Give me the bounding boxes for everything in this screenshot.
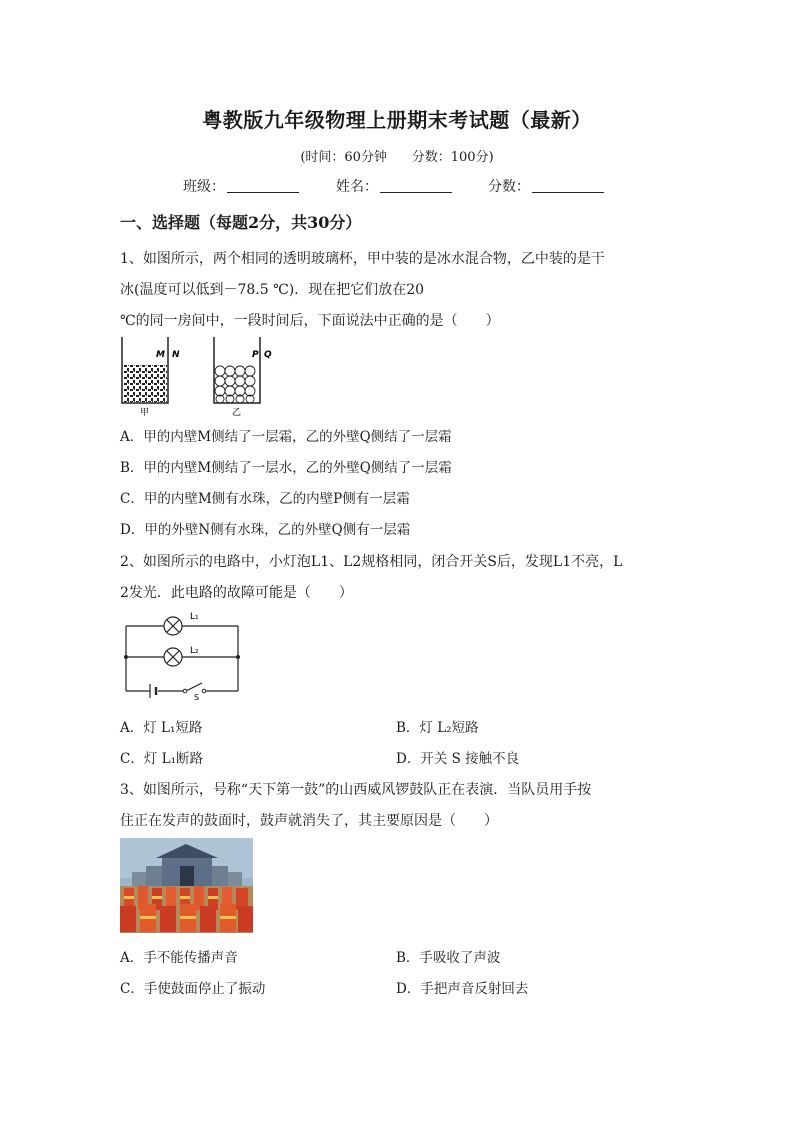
- q1-option-b[interactable]: B．甲的内壁M侧结了一层水，乙的外壁Q侧结了一层霜: [120, 460, 452, 476]
- q1-option-a[interactable]: A．甲的内壁M侧结了一层霜，乙的外壁Q侧结了一层霜: [120, 429, 452, 445]
- q2-text-line2: 2发光．此电路的故障可能是（ ）: [120, 585, 353, 601]
- class-field: [183, 176, 299, 196]
- q3-drum-performance-photo: [120, 838, 253, 933]
- label-yi: 乙: [232, 408, 242, 418]
- exam-meta: [0, 146, 794, 165]
- cup-jia: [122, 337, 180, 418]
- q1-figure-cups: [118, 335, 298, 420]
- q3-text-line2: 住正在发声的鼓面时，鼓声就消失了，其主要原因是（ ）: [120, 813, 498, 829]
- section-heading: 一、选择题（每题2分，共30分）: [120, 213, 362, 232]
- label-M: M: [156, 350, 165, 360]
- label-Q: Q: [264, 350, 272, 360]
- name-field: [336, 176, 452, 196]
- class-label: 班级：: [183, 179, 225, 195]
- label-L2: L₂: [190, 646, 199, 656]
- q3-option-b[interactable]: B．手吸收了声波: [396, 950, 501, 966]
- q3-option-c[interactable]: C．手使鼓面停止了振动: [120, 981, 266, 997]
- q3-text-line1: 3、如图所示，号称“天下第一鼓”的山西威风锣鼓队正在表演．当队员用手按: [120, 782, 592, 798]
- q2-text-line1: 2、如图所示的电路中，小灯泡L1、L2规格相同，闭合开关S后，发现L1不亮，L: [120, 554, 623, 570]
- q1-text-line2: 冰(温度可以低到－78.5 ℃)．现在把它们放在20: [120, 282, 425, 298]
- label-L1: L₁: [190, 612, 199, 622]
- q1-text-line1: 1、如图所示，两个相同的透明玻璃杯，甲中装的是冰水混合物，乙中装的是干: [120, 251, 605, 267]
- score-blank: [532, 178, 604, 193]
- q2-option-c[interactable]: C．灯 L₁断路: [120, 751, 203, 767]
- q1-text-line3: ℃的同一房间中，一段时间后，下面说法中正确的是（ ）: [120, 313, 500, 329]
- cup-yi: [214, 337, 272, 418]
- total-score: 分数：100分): [411, 150, 494, 165]
- label-S: S: [194, 693, 200, 700]
- q3-option-d[interactable]: D．手把声音反射回去: [396, 981, 529, 997]
- q1-option-c[interactable]: C．甲的内壁M侧有水珠，乙的内壁P侧有一层霜: [120, 491, 410, 507]
- name-blank: [380, 178, 452, 193]
- name-label: 姓名：: [336, 179, 378, 195]
- time-limit: (时间：60分钟: [300, 150, 387, 165]
- page-title: 粤教版九年级物理上册期末考试题（最新）: [202, 108, 592, 132]
- label-P: P: [252, 350, 259, 360]
- q1-option-d[interactable]: D．甲的外壁N侧有水珠，乙的外壁Q侧有一层霜: [120, 522, 411, 538]
- class-blank: [227, 178, 299, 193]
- q3-option-a[interactable]: A．手不能传播声音: [120, 950, 238, 966]
- label-N: N: [172, 350, 180, 360]
- q2-option-a[interactable]: A．灯 L₁短路: [120, 720, 203, 736]
- q2-option-d[interactable]: D．开关 S 接触不良: [396, 751, 520, 767]
- label-jia: 甲: [140, 408, 150, 418]
- score-label: 分数：: [488, 179, 530, 195]
- q2-option-b[interactable]: B．灯 L₂短路: [396, 720, 479, 736]
- q2-figure-circuit: [120, 608, 245, 700]
- score-field: [488, 176, 604, 196]
